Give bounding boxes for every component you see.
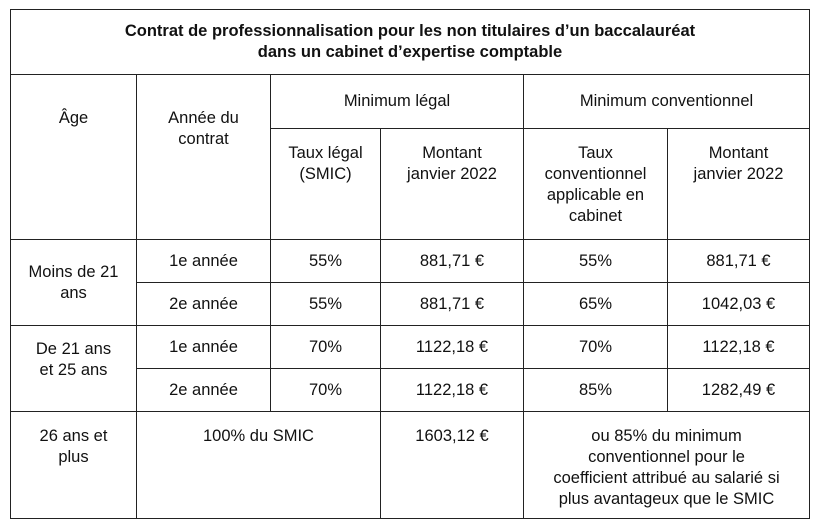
- montant-legal-cell-text: 881,71 €: [419, 251, 485, 270]
- annee-cell-text: 1e année: [169, 251, 238, 270]
- annee-cell: [136, 368, 271, 412]
- montant-conv-cell: [667, 368, 810, 412]
- montant-legal-cell: [380, 411, 524, 519]
- taux-legal-cell-text: 55%: [308, 251, 343, 270]
- age-cell: [10, 325, 137, 412]
- taux-conv-cell-text: 85%: [578, 380, 613, 399]
- header-min-conv-text: Minimum conventionnel: [579, 92, 754, 110]
- taux-legal-cell-text: 70%: [308, 337, 343, 356]
- header-age-text: Âge: [58, 109, 89, 127]
- age-cell-text: 26 ans et plus: [39, 427, 108, 466]
- annee-cell-text: 2e année: [169, 294, 238, 313]
- montant-legal-cell: [380, 282, 524, 326]
- taux-conv-cell: [523, 282, 668, 326]
- taux-conv-cell-text: 70%: [578, 337, 613, 356]
- header-taux-conv-text: Taux conventionnel applicable en cabinet: [544, 144, 647, 225]
- header-montant-legal: [380, 128, 524, 240]
- age-cell-text: De 21 ans et 25 ans: [35, 339, 112, 379]
- conv-merged-cell: [523, 411, 810, 519]
- header-montant-conv-text: Montant janvier 2022: [693, 144, 784, 183]
- taux-conv-cell-text: 55%: [578, 251, 613, 270]
- age-cell: [10, 239, 137, 326]
- taux-conv-cell: [523, 368, 668, 412]
- header-min-legal: [270, 74, 524, 129]
- annee-cell: [136, 282, 271, 326]
- montant-legal-cell-text: 1122,18 €: [415, 380, 489, 399]
- taux-legal-cell-text: 70%: [308, 380, 343, 399]
- table-title: [10, 9, 810, 75]
- montant-conv-cell-text: 881,71 €: [706, 251, 771, 270]
- montant-conv-cell: [667, 239, 810, 283]
- taux-legal-cell: [270, 282, 381, 326]
- age-cell-text: Moins de 21 ans: [28, 262, 119, 302]
- annee-cell-text: 1e année: [169, 337, 238, 356]
- header-montant-conv: [667, 128, 810, 240]
- montant-legal-cell: [380, 325, 524, 369]
- montant-conv-cell: [667, 282, 810, 326]
- montant-conv-cell-text: 1122,18 €: [702, 337, 775, 356]
- montant-legal-cell-text: 1603,12 €: [415, 427, 489, 445]
- taux-legal-cell-text: 55%: [308, 294, 343, 313]
- taux-conv-cell-text: 65%: [578, 294, 613, 313]
- header-age: [10, 74, 137, 240]
- header-annee: [136, 74, 271, 240]
- salary-table: [10, 9, 810, 519]
- header-min-conv: [523, 74, 810, 129]
- taux-legal-cell: [270, 368, 381, 412]
- age-cell: [10, 411, 137, 519]
- montant-legal-cell-text: 881,71 €: [419, 294, 485, 313]
- taux-conv-cell: [523, 239, 668, 283]
- header-montant-legal-text: Montant janvier 2022: [407, 144, 497, 183]
- header-taux-conv: [523, 128, 668, 240]
- annee-cell: [136, 325, 271, 369]
- conv-merged-text: ou 85% du minimum conventionnel pour le coefficient attribué au salarié si plus avantageux que le SMIC: [553, 427, 780, 508]
- montant-legal-cell: [380, 368, 524, 412]
- header-annee-text: Année du contrat: [168, 109, 239, 148]
- header-taux-legal-text: Taux légal (SMIC): [288, 144, 363, 183]
- montant-conv-cell-text: 1282,49 €: [701, 380, 776, 399]
- header-min-legal-text: Minimum légal: [343, 92, 451, 110]
- header-taux-legal: [270, 128, 381, 240]
- taux-legal-cell: [270, 239, 381, 283]
- taux-legal-cell: [270, 325, 381, 369]
- montant-legal-cell-text: 1122,18 €: [415, 337, 489, 356]
- montant-legal-cell: [380, 239, 524, 283]
- taux-legal-merged-cell: [136, 411, 381, 519]
- table-title-text: Contrat de professionnalisation pour les non titulaires d’un baccalauréat dans un cabinet d’expertise comptable: [124, 22, 696, 61]
- montant-conv-cell: [667, 325, 810, 369]
- montant-conv-cell-text: 1042,03 €: [701, 294, 776, 313]
- taux-legal-merged-text: 100% du SMIC: [203, 427, 314, 445]
- annee-cell: [136, 239, 271, 283]
- annee-cell-text: 2e année: [169, 380, 238, 399]
- taux-conv-cell: [523, 325, 668, 369]
